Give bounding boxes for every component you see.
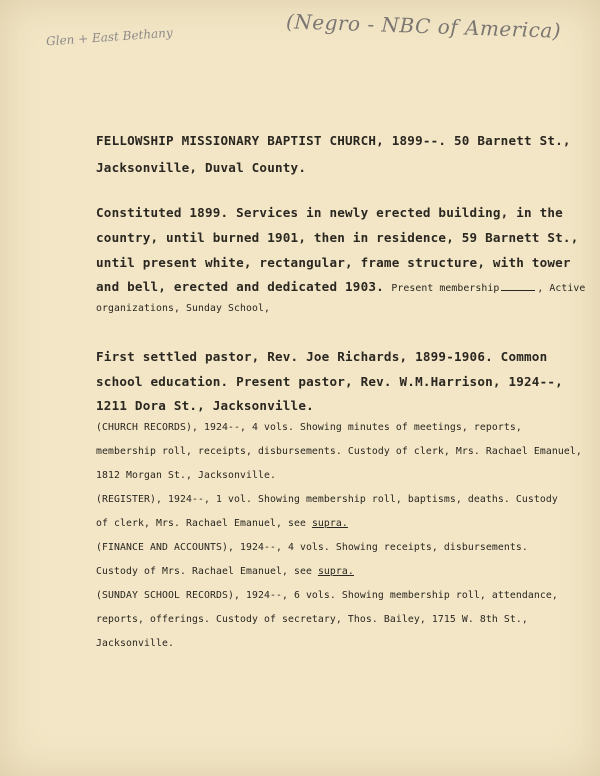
membership-blank (501, 281, 535, 291)
handwritten-note-left: Glen + East Bethany (45, 25, 174, 49)
membership-label: Present membership (391, 283, 500, 294)
history-line-2: country, until burned 1901, then in residence, 59 Barnett St., (96, 230, 579, 245)
history-line-3: until present white, rectangular, frame structure, with tower (96, 255, 571, 270)
register-line-2 (96, 518, 348, 529)
active-label: , Active (537, 283, 586, 294)
history-line-4-text: and bell, erected and dedicated 1903. (96, 279, 384, 294)
sunday-school-line-2: reports, offerings. Custody of secretary, Thos. Bailey, 1715 W. 8th St., (96, 614, 528, 625)
finance-supra: supra. (317, 566, 354, 577)
history-line-1: Constituted 1899. Services in newly erected building, in the (96, 205, 563, 220)
pastors-line-2: school education. Present pastor, Rev. W.M.Harrison, 1924--, (96, 374, 563, 389)
finance-line-1: (FINANCE AND ACCOUNTS), 1924--, 4 vols. Showing receipts, disbursements. (96, 542, 528, 553)
heading-line-2: Jacksonville, Duval County. (96, 160, 307, 175)
pastors-line-1: First settled pastor, Rev. Joe Richards, 1899-1906. Common (96, 349, 548, 364)
history-line-5: organizations, Sunday School, (96, 303, 270, 314)
register-line-1: (REGISTER), 1924--, 1 vol. Showing membership roll, baptisms, deaths. Custody (96, 494, 558, 505)
sunday-school-line-1: (SUNDAY SCHOOL RECORDS), 1924--, 6 vols. Showing membership roll, attendance, (96, 590, 558, 601)
history-line-4 (96, 279, 585, 294)
church-records-line-1: (CHURCH RECORDS), 1924--, 4 vols. Showing minutes of meetings, reports, (96, 422, 522, 433)
finance-line-2 (96, 566, 354, 577)
sunday-school-line-3: Jacksonville. (96, 638, 174, 649)
pastors-line-3: 1211 Dora St., Jacksonville. (96, 398, 314, 413)
register-line-2-text: of clerk, Mrs. Rachael Emanuel, see (96, 518, 312, 529)
heading-line-1: FELLOWSHIP MISSIONARY BAPTIST CHURCH, 1899--. 50 Barnett St., (96, 133, 571, 148)
register-supra: supra. (311, 518, 348, 529)
church-records-line-2: membership roll, receipts, disbursements. Custody of clerk, Mrs. Rachael Emanuel, (96, 446, 582, 457)
finance-line-2-text: Custody of Mrs. Rachael Emanuel, see (96, 566, 318, 577)
church-records-line-3: 1812 Morgan St., Jacksonville. (96, 470, 276, 481)
handwritten-note-right: (Negro - NBC of America) (285, 9, 562, 43)
